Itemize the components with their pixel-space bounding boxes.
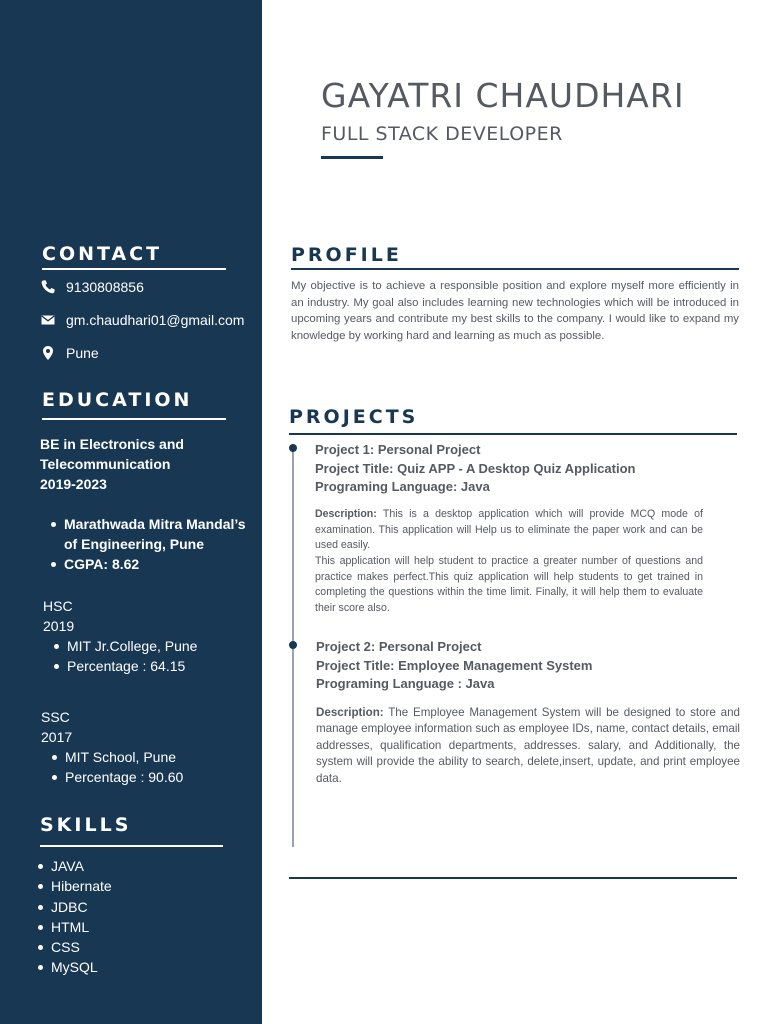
hsc-label: HSC bbox=[43, 598, 73, 614]
education-heading: EDUCATION bbox=[42, 389, 193, 411]
hsc-score: Percentage : 64.15 bbox=[67, 656, 253, 676]
skills-heading: SKILLS bbox=[40, 814, 132, 836]
project-2-line1: Project 2: Personal Project bbox=[316, 639, 482, 654]
project-2-header bbox=[316, 638, 736, 694]
profile-heading: PROFILE bbox=[291, 244, 402, 266]
ssc-year: 2017 bbox=[41, 729, 73, 745]
project-2-desc-label: Description: bbox=[316, 706, 384, 719]
mail-icon bbox=[40, 312, 56, 328]
skill-item: Hibernate bbox=[51, 876, 112, 896]
timeline-dot bbox=[289, 444, 297, 452]
phone-number[interactable]: 9130808856 bbox=[66, 279, 144, 295]
project-2-language: Programing Language : Java bbox=[316, 676, 495, 691]
degree-title-line2: Telecommunication bbox=[40, 456, 171, 472]
education-ssc bbox=[41, 707, 251, 787]
location-text: Pune bbox=[66, 345, 99, 361]
project-1-header bbox=[315, 441, 735, 497]
project-1-description bbox=[315, 507, 703, 554]
degree-title-line1: BE in Electronics and bbox=[40, 436, 184, 452]
project-1-description-2: This application will help student to practice a greater number of questions and practice makes perfect.This quiz application will help students to get trained in completing the questions within the time limit. Finally, it will help them to evaluate their score also. bbox=[315, 555, 703, 614]
ssc-school: MIT School, Pune bbox=[65, 747, 251, 767]
project-1-desc-text: This is a desktop application which will provide MCQ mode of examination. This application will Help us to eliminate the paper work and can be used easily. bbox=[315, 508, 703, 552]
contact-heading: CONTACT bbox=[42, 243, 163, 265]
candidate-name: GAYATRI CHAUDHARI bbox=[321, 76, 685, 115]
ssc-score: Percentage : 90.60 bbox=[65, 767, 251, 787]
phone-icon bbox=[40, 279, 56, 295]
skills-list bbox=[51, 856, 112, 978]
education-degree bbox=[40, 434, 250, 574]
hsc-year: 2019 bbox=[43, 618, 75, 634]
contact-location bbox=[40, 343, 99, 363]
candidate-role: FULL STACK DEVELOPER bbox=[321, 123, 563, 145]
skill-item: MySQL bbox=[51, 957, 112, 977]
degree-college: Marathwada Mitra Mandal’s of Engineering, Pune bbox=[64, 514, 250, 554]
profile-text: My objective is to achieve a responsible position and explore myself more efficiently in an industry. My goal also includes learning new technologies which will be introduced in upcoming years and contribute my best skills to the company. I would like to expand my knowledge by working hard and learning as much as possible. bbox=[291, 280, 739, 342]
contact-divider bbox=[42, 268, 226, 270]
project-1-line1: Project 1: Personal Project bbox=[315, 442, 481, 457]
project-2-description bbox=[316, 705, 740, 787]
projects-divider bbox=[289, 433, 737, 435]
skill-item: JDBC bbox=[51, 897, 112, 917]
skill-item: HTML bbox=[51, 917, 112, 937]
skill-item: CSS bbox=[51, 937, 112, 957]
education-divider bbox=[42, 418, 226, 420]
projects-heading: PROJECTS bbox=[289, 406, 419, 428]
contact-email bbox=[40, 310, 244, 330]
skills-divider bbox=[40, 845, 223, 847]
skill-item: JAVA bbox=[51, 856, 112, 876]
project-1-language: Programing Language: Java bbox=[315, 479, 490, 494]
location-pin-icon bbox=[40, 345, 56, 361]
hsc-school: MIT Jr.College, Pune bbox=[67, 636, 253, 656]
project-1-desc-label: Description: bbox=[315, 508, 377, 520]
project-2-desc-text: The Employee Management System will be designed to store and manage employee information such as employee IDs, name, contact details, email addresses, qualification departments, addresses. salary, and Additionally, the system will provide the ability to search, delete,insert, update, and print employee data. bbox=[316, 706, 740, 785]
projects-bottom-divider bbox=[289, 877, 737, 879]
timeline-dot bbox=[289, 641, 297, 649]
project-2-title: Project Title: Employee Management System bbox=[316, 657, 593, 673]
ssc-label: SSC bbox=[41, 709, 70, 725]
name-accent-bar bbox=[321, 156, 383, 159]
email-address[interactable]: gm.chaudhari01@gmail.com bbox=[66, 312, 245, 328]
profile-divider bbox=[291, 268, 739, 270]
degree-years: 2019-2023 bbox=[40, 476, 107, 492]
contact-phone bbox=[40, 277, 144, 297]
project-1-title: Project Title: Quiz APP - A Desktop Quiz Application bbox=[315, 460, 636, 476]
degree-cgpa: CGPA: 8.62 bbox=[64, 554, 250, 574]
education-hsc bbox=[43, 596, 253, 676]
sidebar bbox=[0, 0, 262, 1024]
